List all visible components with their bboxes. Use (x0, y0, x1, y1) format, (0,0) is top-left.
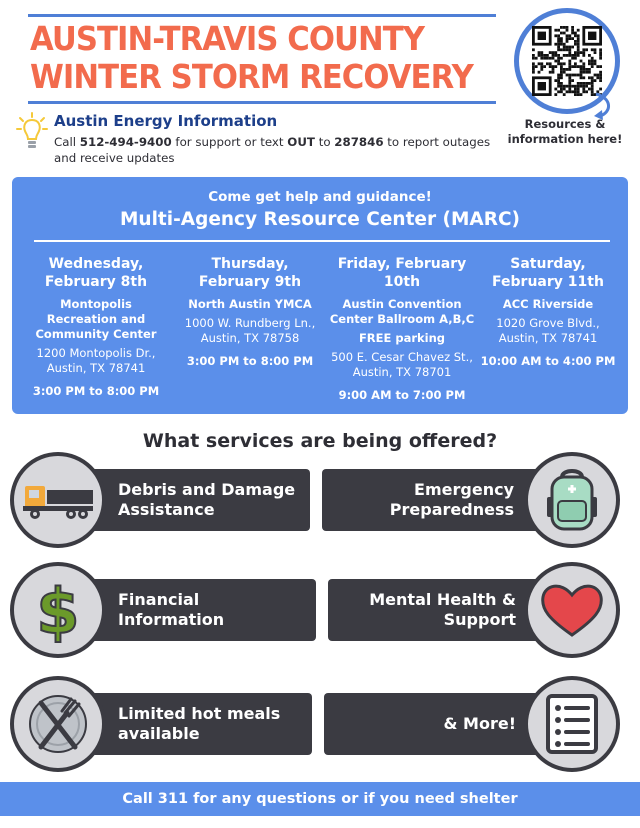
text-shortcode: 287846 (334, 135, 384, 149)
service-label: Limited hot meals available (118, 704, 281, 743)
day-name: Thursday, February 9th (198, 256, 302, 290)
lightbulb-icon (16, 112, 48, 152)
day-time: 3:00 PM to 8:00 PM (186, 354, 314, 368)
truck-icon (10, 452, 106, 548)
dollar-icon (10, 562, 106, 658)
marc-title: Multi-Agency Resource Center (MARC) (120, 209, 520, 230)
service-label: Financial Information (118, 590, 225, 629)
heart-icon (524, 562, 620, 658)
austin-energy-text: Call 512-494-9400 for support or text OUT to 287846 to report outages and receive updates (54, 135, 491, 165)
day-name: Saturday, February 11th (492, 256, 604, 290)
service-label: & More! (443, 714, 516, 733)
services-heading: What services are being offered? (142, 430, 498, 452)
header-top-rule (28, 14, 496, 17)
title-line-2: WINTER STORM RECOVERY (30, 57, 473, 96)
marc-divider (34, 240, 610, 242)
day-address: 1020 Grove Blvd., Austin, TX 78741 (496, 316, 600, 345)
footer-banner: Call 311 for any questions or if you need shelter (0, 782, 640, 816)
day-venue: North Austin YMCA (188, 297, 312, 311)
austin-energy-title: Austin Energy Information (54, 112, 278, 130)
marc-day-1 (26, 255, 166, 399)
page-title (30, 19, 473, 96)
day-venue: Austin Convention Center Ballroom A,B,C (329, 297, 475, 326)
service-label: Mental Health & Support (369, 590, 516, 629)
marc-day-3 (328, 255, 476, 403)
day-time: 9:00 AM to 7:00 PM (338, 388, 466, 402)
day-name: Wednesday, February 8th (44, 256, 148, 290)
day-address: 1200 Montopolis Dr., Austin, TX 78741 (36, 346, 156, 375)
backpack-icon (524, 452, 620, 548)
header-bottom-rule (28, 101, 496, 104)
qr-code-icon (532, 26, 602, 96)
day-venue: Montopolis Recreation and Community Center (35, 297, 157, 341)
day-venue: ACC Riverside (502, 297, 594, 311)
utensils-icon (10, 676, 106, 772)
marc-day-4 (478, 255, 618, 369)
day-parking: FREE parking (358, 331, 446, 345)
service-label: Debris and Damage Assistance (118, 480, 296, 519)
list-icon (524, 676, 620, 772)
day-address: 500 E. Cesar Chavez St., Austin, TX 78701 (331, 350, 473, 379)
day-address: 1000 W. Rundberg Ln., Austin, TX 78758 (184, 316, 316, 345)
text-keyword: OUT (287, 135, 315, 149)
day-time: 10:00 AM to 4:00 PM (480, 354, 616, 368)
svg-text:$: $ (36, 577, 80, 643)
day-time: 3:00 PM to 8:00 PM (32, 384, 160, 398)
phone-number[interactable]: 512-494-9400 (79, 135, 172, 149)
qr-note: Resources & information here! (507, 117, 623, 146)
day-name: Friday, February 10th (337, 256, 467, 290)
marc-day-2 (180, 255, 320, 369)
marc-subtitle: Come get help and guidance! (208, 189, 432, 205)
service-label: Emergency Preparedness (389, 480, 514, 519)
marc-panel (12, 177, 628, 414)
title-line-1: AUSTIN-TRAVIS COUNTY (30, 19, 425, 58)
